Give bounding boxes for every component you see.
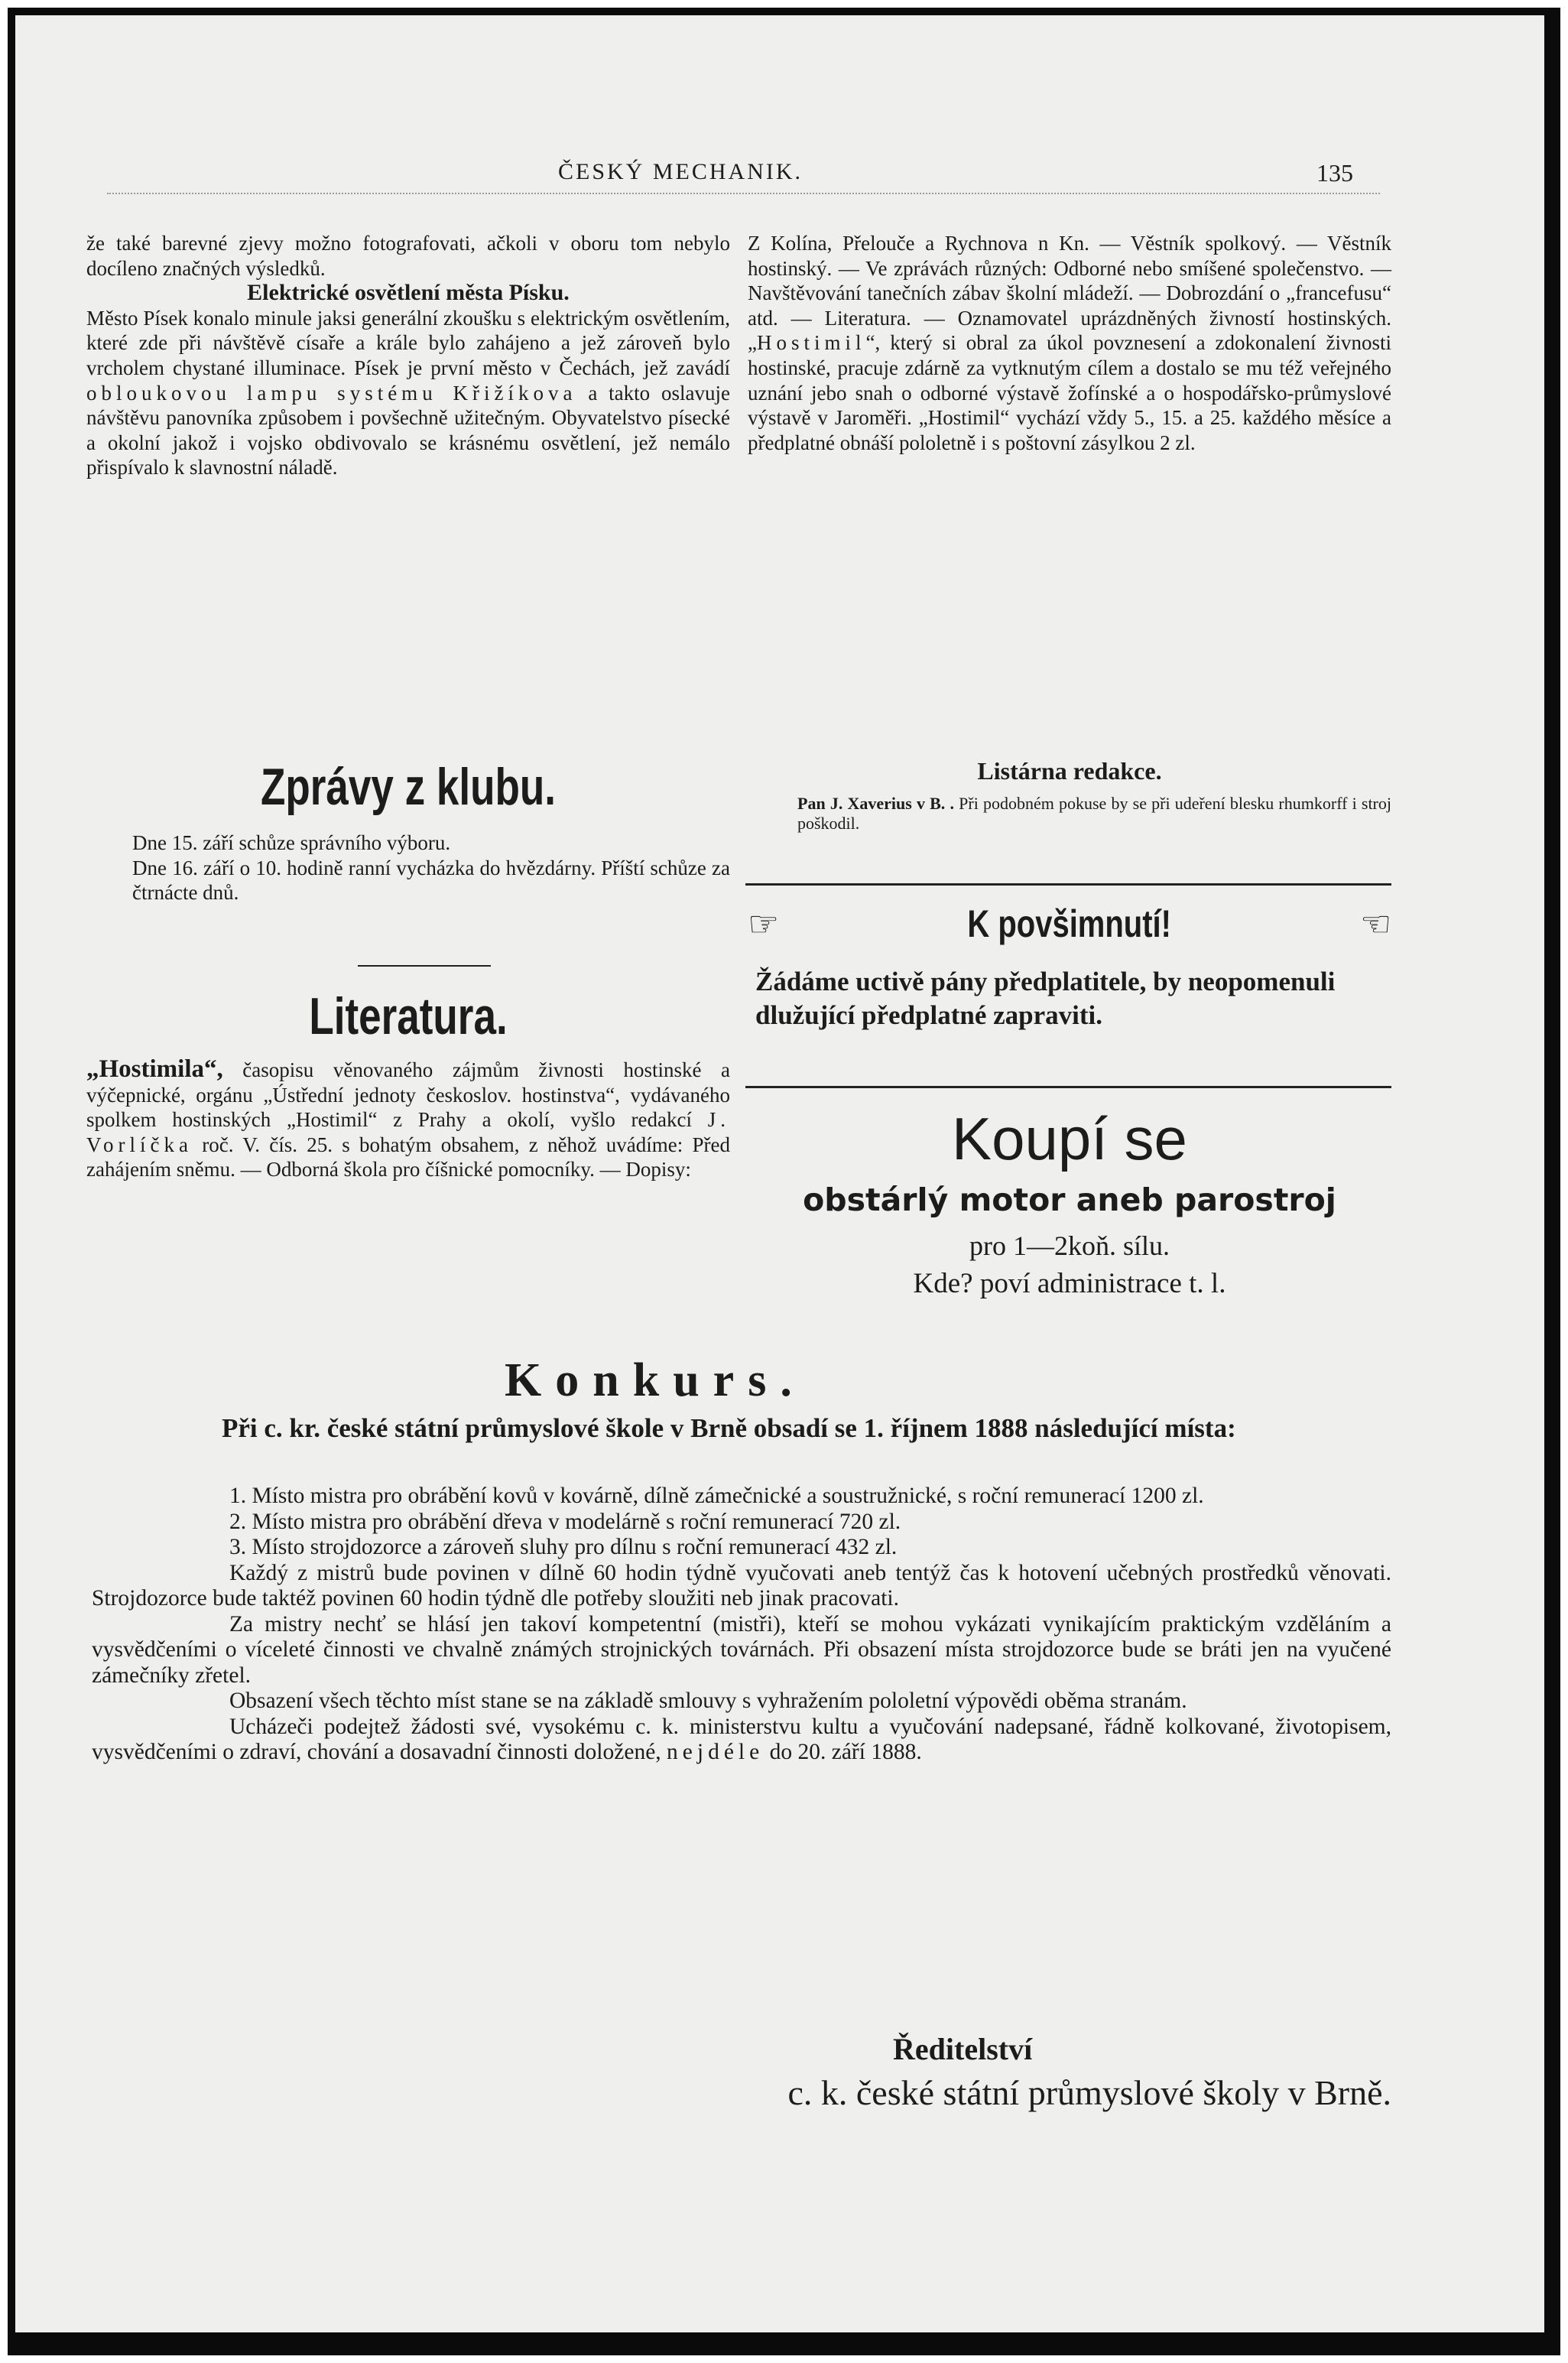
ad-line: Kde? poví administrace t. l. xyxy=(913,1268,1226,1299)
ad-headline: Koupí se xyxy=(952,1105,1187,1172)
signature: c. k. české státní průmyslové školy v Brně. xyxy=(787,2073,1391,2112)
header-rule xyxy=(107,193,1380,194)
emphasis-text: nejdéle xyxy=(667,1740,765,1764)
club-news xyxy=(132,830,730,905)
editor-name: J. Vorlíčka xyxy=(86,1108,730,1156)
divider xyxy=(745,1086,1391,1088)
signature-title: Ředitelství xyxy=(893,2032,1033,2066)
notice-body: Žádáme uctivě pány předplatitele, by neopomenuli dlužující předplatné zapraviti. xyxy=(755,967,1336,1030)
left-column-article xyxy=(86,231,730,480)
konkurs-title: Konkurs. xyxy=(505,1354,806,1406)
addressee: Pan J. Xaverius v B. . xyxy=(797,794,954,813)
paragraph: Z Kolína, Přelouče a Rychnova n Kn. — Věstník spolkový. — Věstník hostinský. — Ve zprávách různých: Odborné nebo smíšené společenstvo. — Navštěvování tanečních zábav školní mládeží. — Dobrozdání o „francefusu“ atd. — Literatura. — Oznamovatel uprázdněných živností hostinských. „Hostimil“, který si obral za úkol povznesení a zdokonalení živnosti hostinské, pracuje zdárně za vytknutým cílem a dostalo se mu též veřejného uznání jebo snah o odborné výstavě žofínské a o hospodářsko-průmyslové výstavě v Jaroměři. „Hostimil“ vychází vždy 5., 15. a 25. každého měsíce a předplatné obnáší pololetně i s poštovní zásylkou 2 zl. xyxy=(748,232,1391,454)
divider xyxy=(358,965,491,967)
notice-header xyxy=(748,901,1391,947)
section-heading-club-news: Zprávy z klubu. xyxy=(260,758,557,816)
news-line: Dne 15. září schůze správního výboru. xyxy=(132,831,451,854)
paragraph: „Hostimila“, časopisu věnovaného zájmům živnosti hostinské a výčepnické, orgánu „Ústřední jednoty českoslov. hostinstva“, vydávaného spolkem hostinských „Hostimil“ z Prahy a okolí, vyšlo redakcí J. Vorlíčka roč. V. čís. 25. s bohatým obsahem, z něhož uvádíme: Před zahájením sněmu. — Odborná škola pro číšnické pomocníky. — Dopisy: xyxy=(86,1055,730,1182)
paragraph: Obsazení všech těchto míst stane se na základě smlouvy s vyhražením pololetní výpovědi oběma stranám. xyxy=(229,1689,1187,1713)
pointing-hand-icon: ☞ xyxy=(1359,905,1391,944)
konkurs-body xyxy=(92,1484,1391,1766)
position-item: 3. Místo strojdozorce a zároveň sluhy pro dílnu s roční remunerací 432 zl. xyxy=(229,1535,898,1559)
literature-text xyxy=(86,1057,730,1182)
right-column-article xyxy=(748,231,1391,455)
paragraph: Za mistry nechť se hlásí jen takoví kompetentní (mistři), kteří se mohou vykázati vynikajícím praktickým vzděláním a vysvědčeními o víceleté činnosti ve chvalně známých strojnických továrnách. Při obsazení místa strojdozorce bude se bráti jen na vyučené zámečníky zřetel. xyxy=(92,1611,1391,1688)
position-item: 2. Místo mistra pro obrábění dřeva v modelárně s roční remunerací 720 zl. xyxy=(229,1509,901,1534)
paragraph: že také barevné zjevy možno fotografovati, ačkoli v oboru tom nebylo docíleno značných výsledků. xyxy=(86,232,730,280)
article-heading: Elektrické osvětlení města Písku. xyxy=(247,280,570,306)
position-item: 1. Místo mistra pro obrábění kovů v kovárně, dílně zámečnické a soustružnické, s roční remunerací 1200 zl. xyxy=(229,1484,1204,1508)
magazine-title: „Hostimila“, xyxy=(86,1055,223,1083)
running-title: ČESKÝ MECHANIK. xyxy=(558,159,803,184)
ad-line: obstárlý motor aneb parostroj xyxy=(803,1182,1336,1218)
news-line: Dne 16. září o 10. hodině ranní vycházka do hvězdárny. Příští schůze za čtrnácte dnů. xyxy=(132,856,730,905)
lead-paragraph: Při c. kr. české státní průmyslové škole v Brně obsadí se 1. říjnem 1888 následující místa: xyxy=(222,1413,1236,1443)
pointing-hand-icon: ☞ xyxy=(748,905,780,944)
ad-line: pro 1—2koň. sílu. xyxy=(969,1230,1170,1261)
letters-text: Pan J. Xaverius v B. . Při podobném pokuse by se při udeření blesku rhumkorff i stroj poškodil. xyxy=(797,794,1391,833)
paragraph: Každý z mistrů bude povinen v dílně 60 hodin týdně vyučovati aneb tentýž čas k hotovení učebných prostředků věnovati. Strojdozorce bude taktéž povinen 60 hodin týdně dle potřeby sloužiti neb jinak pracovati. xyxy=(92,1560,1391,1611)
paragraph: Město Písek konalo minule jaksi generální zkoušku s elektrickým osvětlením, které zde při návštěvě císaře a krále bylo zahájeno a jež zároveň bylo vrcholem chystané illuminace. Písek je první město v Čechách, jež zavádí obloukovou lampu systému Křižíkova a takto oslavuje návštěvu panovníka způsobem i povšechně užitečným. Obyvatelstvo písecké a okolní jakož i vojsko obdivovalo se krásnému osvětlení, jež nemálo přispívalo k slavnostní náladě. xyxy=(86,306,730,479)
emphasis-text: obloukovou lampu systému Křižíkova xyxy=(86,381,577,405)
emphasis-text: Hostimil xyxy=(756,331,866,355)
divider xyxy=(745,883,1391,886)
notice-title: K povšimnutí! xyxy=(967,902,1172,945)
page-number: 135 xyxy=(1316,159,1353,187)
section-heading-letters: Listárna redakce. xyxy=(977,757,1162,785)
paragraph: Ucházeči podejtež žádosti své, vysokému c. k. ministerstvu kultu a vyučování nadepsané, řádně kolkované, životopisem, vysvědčeními o zdraví, chování a dosavadní činnosti doložené, nejdéle do 20. září 1888. xyxy=(92,1714,1391,1764)
section-heading-literature: Literatura. xyxy=(309,987,508,1045)
konkurs-lead xyxy=(92,1413,1391,1444)
